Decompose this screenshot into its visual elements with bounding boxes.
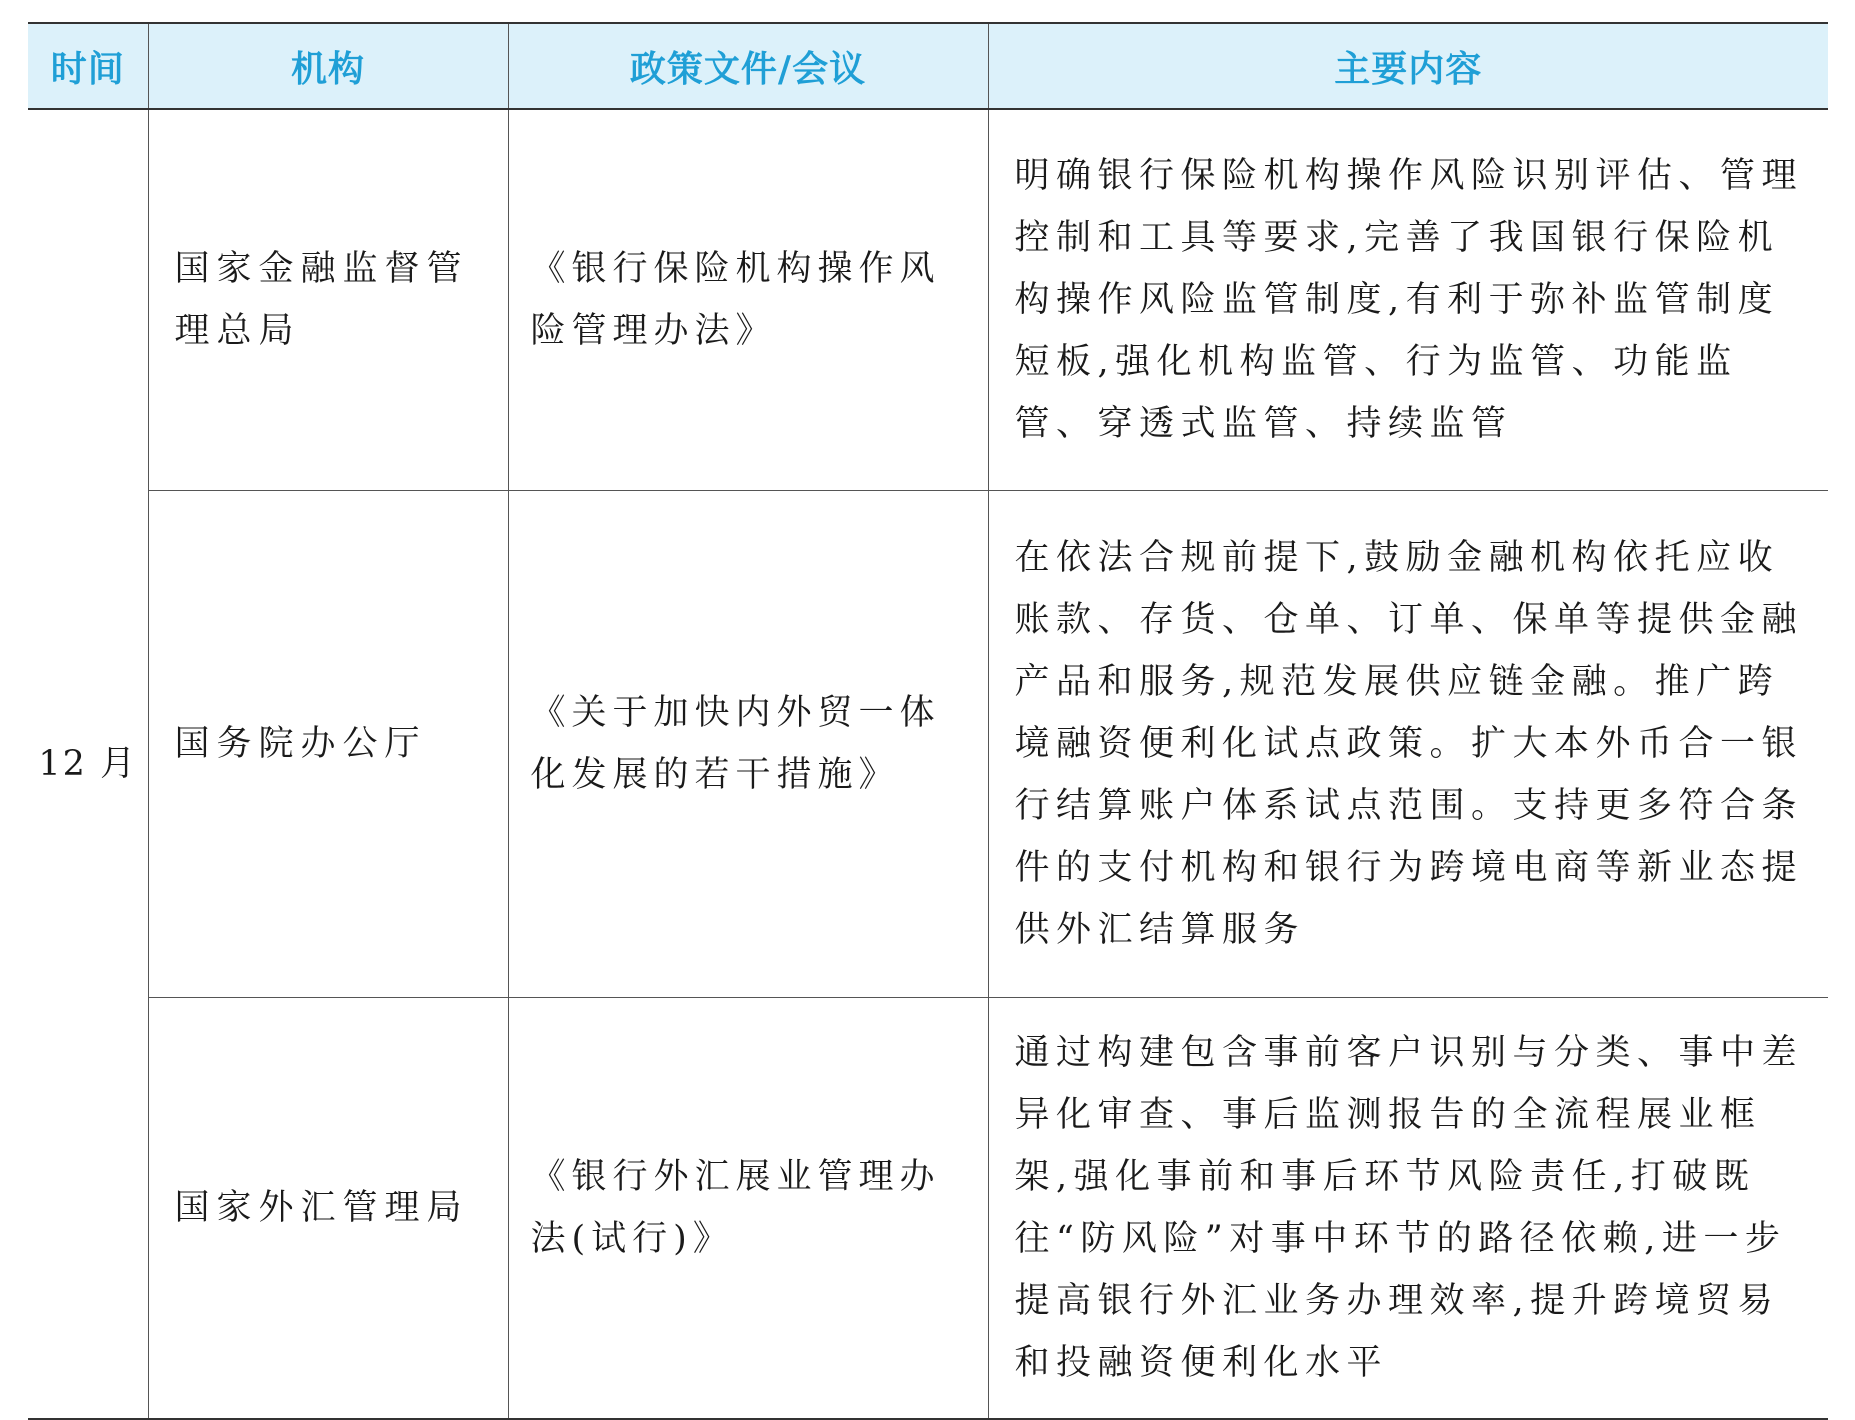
org-cell: 国家外汇管理局 <box>148 998 508 1420</box>
content-cell: 通过构建包含事前客户识别与分类、事中差异化审查、事后监测报告的全流程展业框架,强化事前和事后环节风险责任,打破既往“防风险”对事中环节的路径依赖,进一步提高银行外汇业务办理效率,提升跨境贸易和投融资便利化水平 <box>988 998 1828 1420</box>
org-cell: 国务院办公厅 <box>148 491 508 998</box>
table-header <box>28 23 1828 109</box>
content-cell: 在依法合规前提下,鼓励金融机构依托应收账款、存货、仓单、订单、保单等提供金融产品和服务,规范发展供应链金融。推广跨境融资便利化试点政策。扩大本外币合一银行结算账户体系试点范围。支持更多符合条件的支付机构和银行为跨境电商等新业态提供外汇结算服务 <box>988 491 1828 998</box>
doc-cell: 《银行外汇展业管理办法(试行)》 <box>508 998 988 1420</box>
header-content: 主要内容 <box>988 23 1828 109</box>
content-cell: 明确银行保险机构操作风险识别评估、管理控制和工具等要求,完善了我国银行保险机构操作风险监管制度,有利于弥补监管制度短板,强化机构监管、行为监管、功能监管、穿透式监管、持续监管 <box>988 109 1828 491</box>
time-cell: 12 月 <box>28 109 148 1419</box>
policy-table <box>28 22 1828 1420</box>
header-org: 机构 <box>148 23 508 109</box>
table-row <box>28 491 1828 998</box>
header-row <box>28 23 1828 109</box>
doc-cell: 《关于加快内外贸一体化发展的若干措施》 <box>508 491 988 998</box>
table-body <box>28 109 1828 1419</box>
header-time: 时间 <box>28 23 148 109</box>
table-row <box>28 998 1828 1420</box>
org-cell: 国家金融监督管理总局 <box>148 109 508 491</box>
table-row <box>28 109 1828 491</box>
doc-cell: 《银行保险机构操作风险管理办法》 <box>508 109 988 491</box>
header-doc: 政策文件/会议 <box>508 23 988 109</box>
